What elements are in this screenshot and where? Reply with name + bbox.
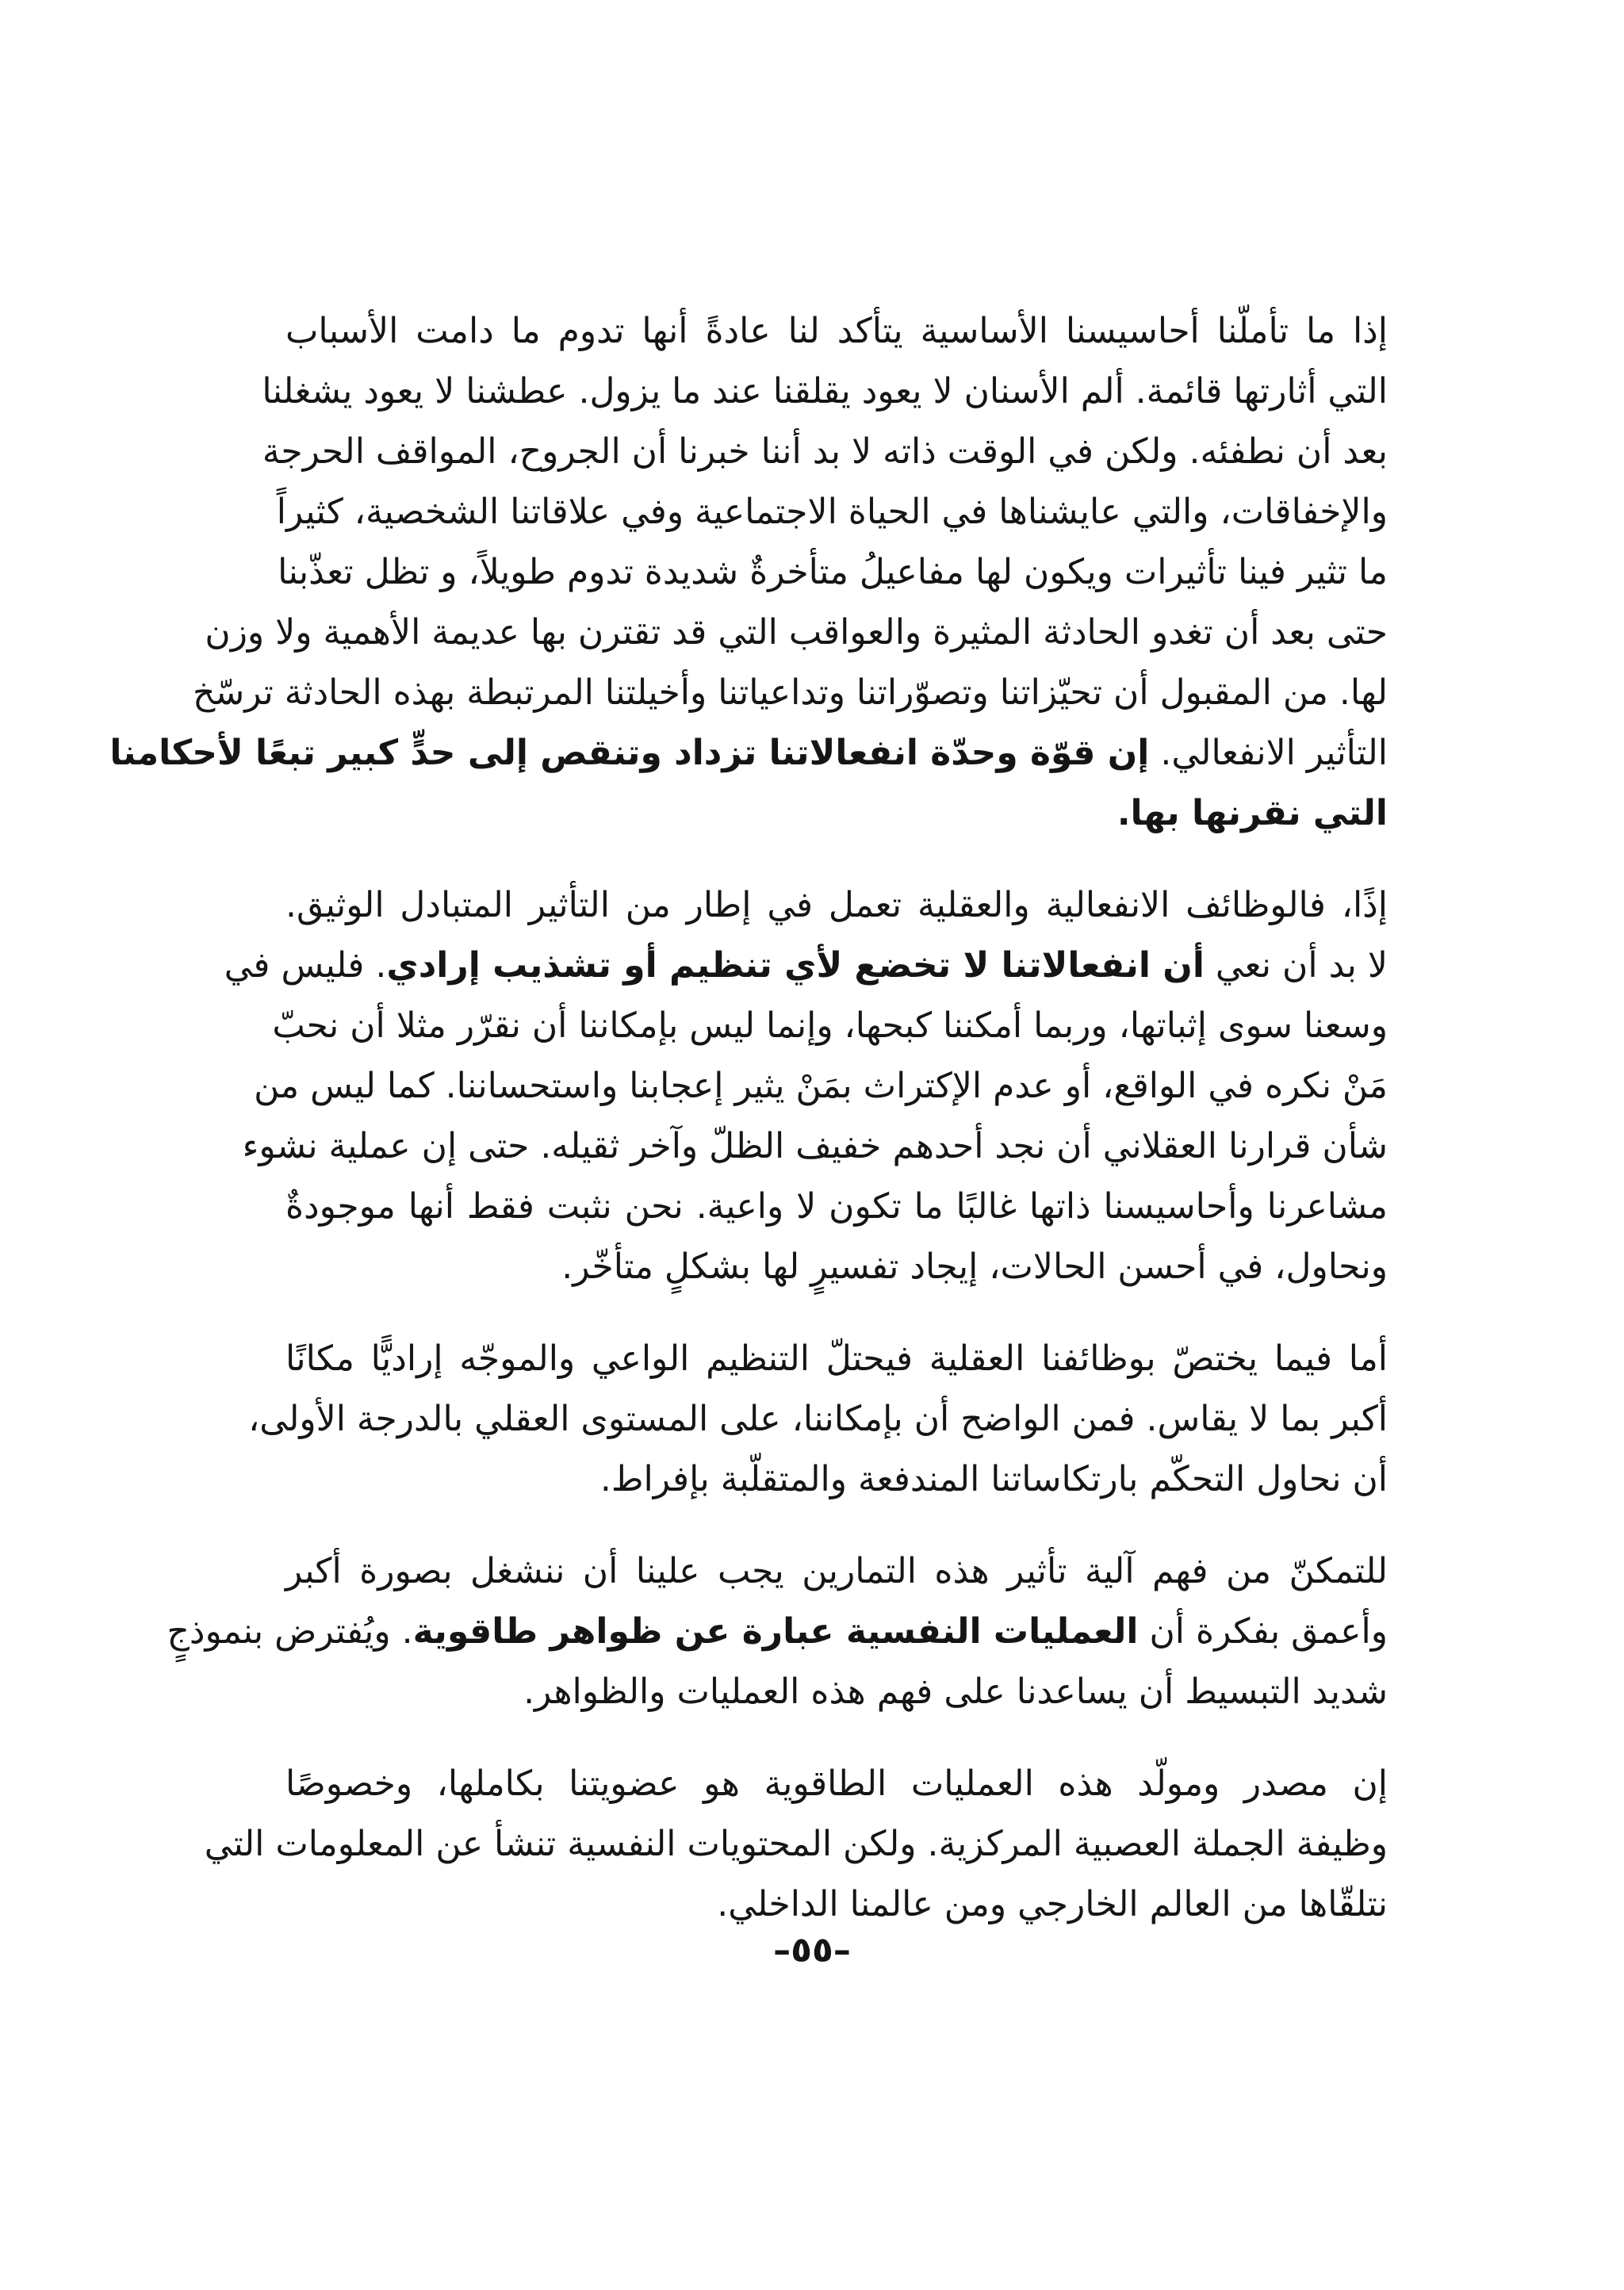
text-line [285,1662,1388,1722]
text-segment: مَنْ نكره في الواقع، أو عدم الإكتراث بمَنْ يثير إعجابنا واستحساننا. كما ليس من [254,1066,1388,1106]
text-line [192,663,1388,723]
text-line [285,1449,1388,1510]
text-segment: ونحاول، في أحسن الحالات، إيجاد تفسيرٍ لها بشكلٍ متأخّر. [561,1246,1388,1287]
text-line [204,1814,1388,1875]
text-line [205,603,1388,663]
paragraph-4 [167,1541,1388,1722]
paragraph-3 [248,1329,1388,1510]
text-line [224,936,1388,996]
text-segment: شديد التبسيط أن يساعدنا على فهم هذه العمليات والظواهر. [523,1672,1388,1712]
paragraph-2 [224,875,1388,1297]
text-segment: ما تثير فينا تأثيرات ويكون لها مفاعيلُ متأخرةٌ شديدة تدوم طويلاً، و تظل تعذّبنا [278,552,1388,592]
text-segment: نتلقّاها من العالم الخارجي ومن عالمنا الداخلي. [717,1884,1388,1924]
text-segment: مشاعرنا وأحاسيسنا ذاتها غالبًا ما تكون لا واعية. نحن نثبت فقط أنها موجودةٌ [285,1186,1388,1227]
bold-text: العمليات النفسية عبارة عن ظواهر طاقوية [412,1611,1139,1652]
text-segment: حتى بعد أن تغدو الحادثة المثيرة والعواقب التي قد تقترن بها عديمة الأهمية ولا وزن [205,612,1388,653]
text-line [262,362,1388,422]
text-line [285,1754,1388,1814]
text-segment: أكبر بما لا يقاس. فمن الواضح أن بإمكاننا، على المستوى العقلي بالدرجة الأولى، [248,1399,1388,1439]
text-line [248,1389,1388,1449]
text-segment: شأن قرارنا العقلاني أن نجد أحدهم خفيف الظلّ وآخر ثقيله. حتى إن عملية نشوء [242,1126,1388,1166]
text-segment: وظيفة الجملة العصبية المركزية. ولكن المحتويات النفسية تنشأ عن المعلومات التي [204,1824,1388,1864]
bold-text: أن انفعالاتنا لا تخضع لأي تنظيم أو تشذيب إرادي [386,945,1205,986]
page-number: –٥٥– [773,1930,851,1970]
text-segment: والإخفاقات، والتي عايشناها في الحياة الاجتماعية وفي علاقاتنا الشخصية، كثيراً [276,492,1388,532]
text-line [254,1056,1388,1116]
text-segment: وسعنا سوى إثباتها، وربما أمكننا كبحها، وإنما ليس بإمكاننا أن نقرّر مثلا أن نحبّ [272,1005,1388,1046]
body-text [109,301,1388,1935]
paragraph-5 [204,1754,1388,1935]
text-segment: بعد أن نطفئه. ولكن في الوقت ذاته لا بد أننا خبرنا أن الجروح، المواقف الحرجة [262,431,1388,472]
text-line [272,996,1388,1056]
text-segment: . فليس في [224,945,387,986]
text-segment: أن نحاول التحكّم بارتكاساتنا المندفعة والمتقلّبة بإفراط. [599,1459,1388,1499]
text-line [276,482,1388,542]
text-line [285,783,1388,844]
text-line [285,1541,1388,1602]
text-line [285,875,1388,936]
text-segment: لا بد أن نعي [1204,945,1388,986]
text-line [285,1177,1388,1237]
text-segment: أما فيما يختصّ بوظائفنا العقلية فيحتلّ التنظيم الواعي والموجّه إراديًّا مكانًا [285,1338,1388,1379]
text-line [285,1329,1388,1389]
text-segment: لها. من المقبول أن تحيّزاتنا وتصوّراتنا وتداعياتنا وأخيلتنا المرتبطة بهذه الحادثة ترسّخ [192,672,1388,713]
bold-text: إن قوّة وحدّة انفعالاتنا تزداد وتنقص إلى حدٍّ كبير تبعًا لأحكامنا [109,733,1150,773]
text-segment: إذا ما تأملّنا أحاسيسنا الأساسية يتأكد لنا عادةً أنها تدوم ما دامت الأسباب [285,311,1388,351]
paragraph-1 [109,301,1388,844]
text-segment: . ويُفترض بنموذجٍ [167,1611,413,1652]
text-line [285,1237,1388,1297]
text-segment: للتمكنّ من فهم آلية تأثير هذه التمارين يجب علينا أن ننشغل بصورة أكبر [285,1551,1388,1591]
text-line [285,1875,1388,1935]
text-segment: إن مصدر ومولّد هذه العمليات الطاقوية هو عضويتنا بكاملها، وخصوصًا [285,1763,1388,1804]
text-line [285,301,1388,362]
text-line [262,422,1388,482]
text-line [167,1602,1388,1662]
text-segment: إذًا، فالوظائف الانفعالية والعقلية تعمل في إطار من التأثير المتبادل الوثيق. [285,885,1388,925]
text-line [242,1116,1388,1177]
text-segment: التي أثارتها قائمة. ألم الأسنان لا يعود يقلقنا عند ما يزول. عطشنا لا يعود يشغلنا [262,371,1388,412]
text-line [109,723,1388,783]
bold-text: التي نقرنها بها. [1116,793,1388,833]
text-segment: التأثير الانفعالي. [1149,733,1388,773]
text-line [278,542,1388,603]
text-segment: وأعمق بفكرة أن [1138,1611,1388,1652]
